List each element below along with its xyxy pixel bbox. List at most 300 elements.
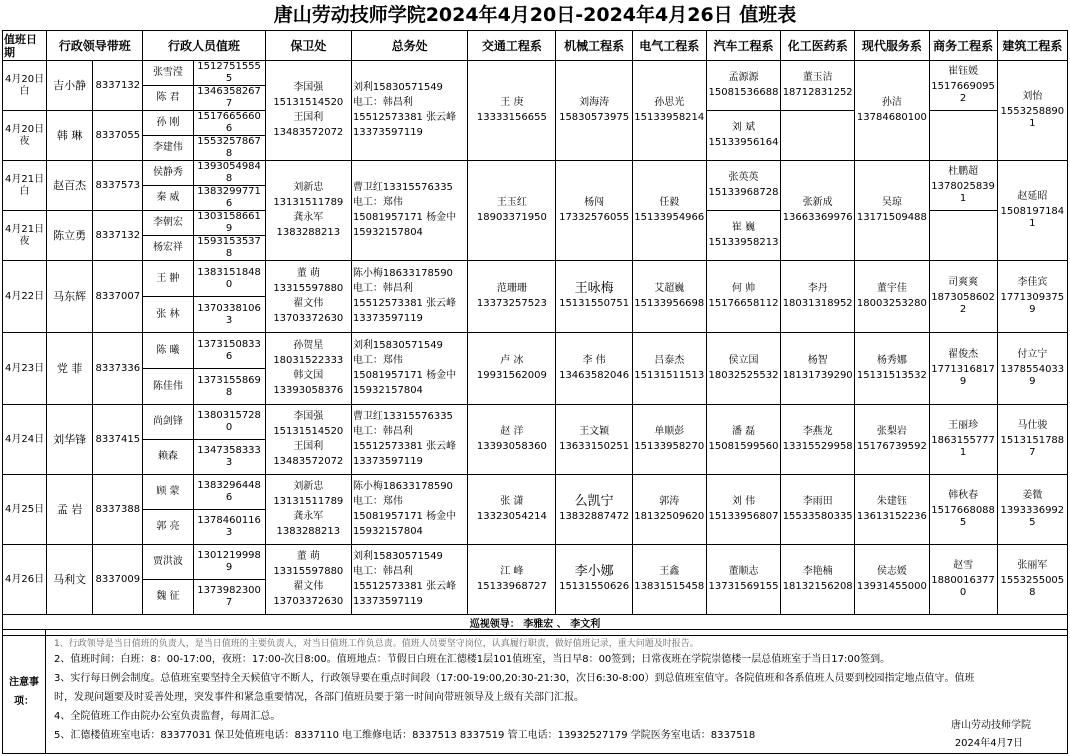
note-item: 2、值班时间：白班：8：00-17:00，夜班：17:00-次日8:00。值班地点：节假日白班在汇德楼1层101值班室，当日早8：00签到；日常夜班在学院崇德楼一层总值班室于当日17:00签到。	[54, 654, 891, 665]
security-phone: 13131511789	[273, 496, 344, 507]
staff-phone: 13703381063	[193, 297, 265, 333]
chem-cell	[781, 545, 855, 615]
staff-name: 侯静秀	[143, 161, 193, 186]
dept-staff-name: 张丽军	[1017, 560, 1048, 571]
security-phone: 1383288213	[276, 227, 341, 238]
general-cell	[351, 545, 467, 615]
security-phone: 13315597880	[273, 566, 344, 577]
staff-phone: 13739823007	[193, 580, 265, 615]
business-cell	[929, 61, 997, 111]
dept-staff-name: 王丽珍	[948, 420, 979, 431]
mech-cell	[556, 61, 632, 161]
dept-staff-phone: 15532550058	[1000, 575, 1065, 598]
security-phone: 13703372630	[273, 596, 344, 607]
leader-phone: 8337336	[93, 333, 143, 405]
dept-staff-phone: 15133958214	[634, 112, 705, 123]
dept-staff-name: 侯立国	[728, 355, 759, 366]
staff-phone: 13731558698	[193, 369, 265, 405]
staff-name: 秦 威	[143, 186, 193, 211]
general-cell	[351, 333, 467, 405]
general-line: 13373597119	[352, 127, 423, 138]
general-line: 15081957171 杨金中	[352, 511, 457, 522]
dept-staff-name: 崔 巍	[731, 222, 756, 233]
dept-staff-phone: 13613152236	[856, 511, 927, 522]
transport-cell	[468, 61, 556, 161]
security-name: 翟文伟	[293, 581, 324, 592]
signature: 唐山劳动技师学院	[951, 720, 1031, 731]
dept-staff-phone: 18132156208	[782, 581, 853, 592]
auto-cell	[706, 333, 780, 405]
staff-name: 王 翀	[143, 261, 193, 297]
staff-phone: 15532578678	[193, 136, 265, 161]
duty-date: 4月24日	[3, 405, 47, 475]
dept-staff-phone: 15133956164	[708, 137, 779, 148]
duty-date: 4月21日白	[3, 161, 47, 211]
staff-name: 杨宏祥	[143, 236, 193, 261]
staff-name: 顾 蒙	[143, 475, 193, 510]
dept-staff-phone: 13171509488	[856, 212, 927, 223]
dept-staff-name: 李小娜	[574, 564, 614, 579]
general-line: 电工：韩昌利	[352, 566, 413, 577]
note-item: 3、实行每日例会制度。总值班室要坚持全天候值守不断人，行政领导要在重点时间段（17:00-19:00,20:30-21:30，次日6:30-8:00）到总值班室值守。各院值班和各系值班人员要到校园指定地点值守。值班	[54, 673, 975, 684]
security-phone: 15131514520	[273, 426, 344, 437]
notes-table	[2, 629, 1068, 754]
leader-name: 刘华锋	[47, 405, 93, 475]
leader-phone: 8337132	[93, 61, 143, 111]
header-general: 总务处	[351, 31, 467, 61]
dept-staff-phone: 15532588901	[1000, 106, 1065, 129]
construction-cell	[997, 261, 1067, 333]
chem-cell	[781, 261, 855, 333]
dept-staff-phone: 13731569155	[708, 581, 779, 592]
general-cell	[351, 61, 467, 161]
dept-staff-name: 刘 伟	[731, 496, 756, 507]
staff-name: 张雪滢	[143, 61, 193, 86]
page-title: 唐山劳动技师学院2024年4月20日-2024年4月26日 值班表	[273, 4, 797, 26]
security-name: 孙贺星	[293, 340, 324, 351]
security-name: 李国强	[293, 411, 324, 422]
staff-phone: 13831518480	[193, 261, 265, 297]
auto-cell	[706, 405, 780, 475]
elec-cell	[632, 61, 706, 161]
transport-cell	[468, 545, 556, 615]
dept-staff-phone: 13780258391	[931, 181, 995, 204]
chem-cell	[781, 111, 855, 161]
auto-cell	[706, 61, 780, 111]
general-line: 13373597119	[352, 313, 423, 324]
dept-staff-name: 侯志媛	[876, 566, 907, 577]
dept-staff-name: 杜鹏超	[948, 166, 979, 177]
dept-staff-name: 孙洁	[881, 97, 902, 108]
dept-staff-name: 杨闯	[584, 197, 605, 208]
staff-name: 陈 君	[143, 86, 193, 111]
dept-staff-name: 张英英	[728, 172, 759, 183]
duty-date: 4月20日夜	[3, 111, 47, 161]
leader-name: 党 菲	[47, 333, 93, 405]
staff-phone: 13832997716	[193, 186, 265, 211]
duty-date: 4月26日	[3, 545, 47, 615]
mech-cell	[556, 161, 632, 261]
security-phone: 15131514520	[273, 97, 344, 108]
dept-staff-name: 赵 洋	[500, 426, 524, 437]
elec-cell	[632, 333, 706, 405]
general-line: 15932157804	[352, 385, 423, 396]
dept-staff-phone: 18132509620	[634, 511, 705, 522]
staff-phone: 13463582677	[193, 86, 265, 111]
dept-staff-name: 吴琼	[881, 197, 902, 208]
dept-staff-name: 艾超巍	[654, 283, 685, 294]
header-security: 保卫处	[265, 31, 351, 61]
dept-staff-phone: 18712831252	[782, 87, 853, 98]
staff-phone: 15931535378	[193, 236, 265, 261]
dept-staff-phone: 15133958213	[708, 237, 779, 248]
dept-staff-name: 李佳宾	[1017, 277, 1048, 288]
leader-phone: 8337132	[93, 211, 143, 261]
general-line: 15081957171 杨金中	[352, 212, 457, 223]
staff-phone: 13012199989	[193, 545, 265, 580]
dept-staff-name: 孙思光	[654, 97, 685, 108]
dept-staff-phone: 17332576055	[559, 212, 630, 223]
dept-staff-phone: 15133958270	[634, 441, 705, 452]
dept-staff-phone: 19931562009	[476, 370, 547, 381]
staff-name: 魏 征	[143, 580, 193, 615]
dept-staff-phone: 13663369976	[782, 212, 853, 223]
general-line: 曹卫红13315576335	[352, 182, 453, 193]
header-chem: 化工医药系	[781, 31, 855, 61]
dept-staff-phone: 18730586022	[931, 292, 995, 315]
dept-staff-phone: 15176739592	[856, 441, 927, 452]
security-cell	[265, 475, 351, 545]
security-phone: 13483572072	[273, 456, 344, 467]
note-item: 时，发现问题要及时妥善处理，突发事件和紧急重要情况，各部门值班员要于第一时间向带班领导及上级有关部门汇报。	[54, 692, 584, 703]
staff-phone: 13031586619	[193, 211, 265, 236]
general-cell	[351, 261, 467, 333]
general-line: 曹卫红13315576335	[352, 411, 453, 422]
security-phone: 13483572072	[273, 127, 344, 138]
leader-name: 赵百杰	[47, 161, 93, 211]
duty-date: 4月21日夜	[3, 211, 47, 261]
dept-staff-name: 杨秀娜	[876, 355, 907, 366]
business-cell	[929, 475, 997, 545]
dept-staff-name: 刘 斌	[731, 122, 756, 133]
dept-staff-phone: 15081599560	[708, 441, 779, 452]
leader-phone: 8337009	[93, 545, 143, 615]
mech-cell	[556, 405, 632, 475]
staff-phone: 15127515555	[193, 61, 265, 86]
dept-staff-phone: 18031318952	[782, 298, 853, 309]
header-mech: 机械工程系	[556, 31, 632, 61]
header-construction: 建筑工程系	[997, 31, 1067, 61]
auto-cell	[706, 545, 780, 615]
general-line: 13373597119	[352, 596, 423, 607]
dept-staff-name: 马仕骏	[1017, 420, 1048, 431]
dept-staff-name: 李雨田	[802, 496, 833, 507]
security-cell	[265, 405, 351, 475]
staff-name: 尚剑锋	[143, 405, 193, 440]
dept-staff-name: 范珊珊	[496, 283, 527, 294]
roster-table	[2, 30, 1068, 636]
business-cell	[929, 111, 997, 161]
staff-phone: 13930549848	[193, 161, 265, 186]
table-row	[3, 545, 1068, 580]
dept-staff-phone: 15176658112	[708, 298, 779, 309]
general-line: 电工：韩昌利	[352, 97, 413, 108]
general-line: 电工：郑伟	[352, 496, 403, 507]
dept-staff-name: 张新成	[802, 197, 833, 208]
leader-phone: 8337007	[93, 261, 143, 333]
security-phone: 13315597880	[273, 283, 344, 294]
security-name: 刘新忠	[293, 481, 324, 492]
auto-cell	[706, 261, 780, 333]
general-line: 15512573381 张云峰	[352, 298, 457, 309]
header-staff: 行政人员值班	[143, 31, 265, 61]
dept-staff-phone: 13785540339	[1000, 364, 1065, 387]
general-line: 陈小梅18633178590	[352, 268, 453, 279]
dept-staff-name: 吕泰杰	[654, 355, 685, 366]
leader-phone: 8337573	[93, 161, 143, 211]
chem-cell	[781, 61, 855, 111]
staff-name: 李建伟	[143, 136, 193, 161]
dept-staff-phone: 13315529958	[782, 441, 853, 452]
security-phone: 18031522333	[273, 355, 344, 366]
note-item: 1、行政领导是当日值班的负责人，是当日值班的主要负责人，对当日值班工作负总责。值班人员要坚守岗位，认真履行职责，做好值班记录，重大问题及时报告。	[54, 639, 699, 649]
table-row	[3, 333, 1068, 369]
leader-phone: 8337055	[93, 111, 143, 161]
mech-cell	[556, 261, 632, 333]
mech-cell	[556, 475, 632, 545]
elec-cell	[632, 475, 706, 545]
construction-cell	[997, 405, 1067, 475]
table-row	[3, 405, 1068, 440]
general-line: 电工：韩昌利	[352, 426, 413, 437]
general-line: 刘利15830571549	[352, 82, 443, 93]
mech-cell	[556, 333, 632, 405]
dept-staff-phone: 13463582046	[559, 370, 630, 381]
header-business: 商务工程系	[929, 31, 997, 61]
transport-cell	[468, 475, 556, 545]
dept-staff-name: 张梨岩	[876, 426, 907, 437]
business-cell	[929, 261, 997, 333]
dept-staff-name: 何 帅	[731, 283, 756, 294]
patrol-leaders: 巡视领导： 李雅宏 、 李文利	[3, 615, 1068, 636]
dept-staff-phone: 15131550751	[559, 298, 630, 309]
dept-staff-phone: 15176680885	[931, 505, 995, 528]
staff-phone: 15176656606	[193, 111, 265, 136]
security-name: 王国利	[293, 112, 324, 123]
header-row	[3, 31, 1068, 61]
general-cell	[351, 405, 467, 475]
duty-date: 4月23日	[3, 333, 47, 405]
leader-name: 马东辉	[47, 261, 93, 333]
dept-staff-name: 单顺彭	[654, 426, 685, 437]
security-cell	[265, 261, 351, 333]
chem-cell	[781, 333, 855, 405]
leader-name: 孟 岩	[47, 475, 93, 545]
dept-staff-name: 司爽爽	[948, 277, 979, 288]
construction-cell	[997, 61, 1067, 161]
dept-staff-name: 江 峰	[500, 566, 524, 577]
dept-staff-name: 张 潇	[500, 496, 524, 507]
staff-name: 孙 刚	[143, 111, 193, 136]
leader-name: 韩 琳	[47, 111, 93, 161]
leader-name: 马利文	[47, 545, 93, 615]
dept-staff-phone: 18903371950	[476, 212, 547, 223]
dept-staff-phone: 13633150251	[559, 441, 630, 452]
security-name: 董 萌	[296, 551, 320, 562]
security-name: 龚永军	[293, 212, 324, 223]
dept-staff-phone: 17713168179	[931, 364, 995, 387]
dept-staff-name: 李艳楠	[802, 566, 833, 577]
dept-staff-name: 李燕龙	[802, 426, 833, 437]
transport-cell	[468, 333, 556, 405]
dept-staff-phone: 13784680100	[856, 112, 927, 123]
general-line: 电工：郑伟	[352, 355, 403, 366]
security-cell	[265, 333, 351, 405]
dept-staff-phone: 18032525532	[708, 370, 779, 381]
general-cell	[351, 161, 467, 261]
dept-staff-name: 卢 冰	[500, 355, 524, 366]
general-line: 刘利15830571549	[352, 340, 443, 351]
security-phone: 13703372630	[273, 313, 344, 324]
dept-staff-phone: 13933369925	[1000, 505, 1065, 528]
modern-cell	[855, 405, 929, 475]
dept-staff-phone: 13333156655	[476, 112, 547, 123]
general-line: 15932157804	[352, 526, 423, 537]
staff-name: 张 林	[143, 297, 193, 333]
general-line: 15081957171 杨金中	[352, 370, 457, 381]
dept-staff-phone: 13931455000	[856, 581, 927, 592]
dept-staff-name: 付立宁	[1017, 349, 1048, 360]
security-name: 刘新忠	[293, 182, 324, 193]
dept-staff-name: 翟俊杰	[948, 349, 979, 360]
dept-staff-name: 王玉红	[496, 197, 527, 208]
staff-name: 郭 亮	[143, 510, 193, 545]
dept-staff-name: 赵雪	[953, 560, 974, 571]
staff-phone: 13832964486	[193, 475, 265, 510]
dept-staff-phone: 18631557771	[931, 435, 995, 458]
dept-staff-phone: 15133954966	[634, 212, 705, 223]
construction-cell	[997, 475, 1067, 545]
dept-staff-phone: 13831515458	[634, 581, 705, 592]
dept-staff-phone: 15081971841	[1000, 206, 1065, 229]
dept-staff-name: 刘怡	[1022, 91, 1043, 102]
elec-cell	[632, 161, 706, 261]
staff-name: 李朝宏	[143, 211, 193, 236]
general-line: 电工：郑伟	[352, 197, 403, 208]
auto-cell	[706, 475, 780, 545]
staff-phone: 13784601163	[193, 510, 265, 545]
dept-staff-phone: 17713093759	[1000, 292, 1065, 315]
security-name: 董 萌	[296, 268, 320, 279]
dept-staff-name: 董顺志	[728, 566, 759, 577]
dept-staff-name: 李 伟	[582, 355, 606, 366]
business-cell	[929, 161, 997, 211]
dept-staff-phone: 15533580335	[782, 511, 853, 522]
note-item: 5、汇德楼值班室电话：83377031 保卫处值班电话：8337110 电工维修电话：8337513 8337519 管工电话：13932527179 学院医务室电话：8337518	[54, 730, 756, 741]
header-date: 值班日期	[3, 31, 47, 61]
dept-staff-phone: 15131550626	[559, 581, 630, 592]
dept-staff-name: 王咏梅	[574, 281, 614, 296]
dept-staff-name: 潘 磊	[731, 426, 756, 437]
note-item: 4、全院值班工作由院办公室负责监督，每周汇总。	[54, 711, 281, 722]
general-line: 13373597119	[352, 456, 423, 467]
duty-date: 4月25日	[3, 475, 47, 545]
dept-staff-name: 王鑫	[659, 566, 680, 577]
security-cell	[265, 161, 351, 261]
staff-name: 陈 曦	[143, 333, 193, 369]
security-name: 李国强	[293, 82, 324, 93]
security-phone: 1383288213	[276, 526, 341, 537]
elec-cell	[632, 261, 706, 333]
security-name: 翟文伟	[293, 298, 324, 309]
modern-cell	[855, 61, 929, 161]
dept-staff-name: 李丹	[807, 283, 828, 294]
table-row	[3, 475, 1068, 510]
business-cell	[929, 333, 997, 405]
dept-staff-name: 么凯宁	[574, 494, 614, 509]
auto-cell	[706, 111, 780, 161]
staff-name: 赖森	[143, 440, 193, 475]
business-cell	[929, 211, 997, 261]
construction-cell	[997, 161, 1067, 261]
dept-staff-phone: 15081536688	[708, 87, 779, 98]
modern-cell	[855, 475, 929, 545]
dept-staff-phone: 13323054214	[476, 511, 547, 522]
security-name: 王国利	[293, 441, 324, 452]
dept-staff-name: 任毅	[659, 197, 680, 208]
general-cell	[351, 475, 467, 545]
dept-staff-phone: 15133968727	[476, 581, 547, 592]
security-cell	[265, 61, 351, 161]
notes-body	[46, 630, 1068, 754]
leader-name: 吉小静	[47, 61, 93, 111]
header-modern: 现代服务系	[855, 31, 929, 61]
dept-staff-phone: 15131511513	[634, 370, 705, 381]
table-row	[3, 61, 1068, 86]
duty-date: 4月22日	[3, 261, 47, 333]
general-line: 15932157804	[352, 227, 423, 238]
dept-staff-name: 董玉洁	[802, 72, 833, 83]
leader-name: 陈立勇	[47, 211, 93, 261]
header-elec: 电气工程系	[632, 31, 706, 61]
general-line: 刘利15830571549	[352, 551, 443, 562]
staff-name: 陈佳伟	[143, 369, 193, 405]
general-line: 电工：韩昌利	[352, 283, 413, 294]
header-leader: 行政领导带班	[47, 31, 143, 61]
auto-cell	[706, 211, 780, 261]
dept-staff-name: 刘海涛	[579, 97, 610, 108]
dept-staff-name: 杨智	[807, 355, 828, 366]
dept-staff-name: 郭涛	[659, 496, 680, 507]
dept-staff-phone: 15176690952	[931, 81, 995, 104]
business-cell	[929, 545, 997, 615]
construction-cell	[997, 333, 1067, 405]
staff-phone: 13731508336	[193, 333, 265, 369]
elec-cell	[632, 545, 706, 615]
chem-cell	[781, 475, 855, 545]
dept-staff-phone: 18800163770	[931, 575, 995, 598]
notes-header: 注意事项：	[3, 630, 46, 754]
security-phone: 13131511789	[273, 197, 344, 208]
table-row	[3, 261, 1068, 297]
dept-staff-name: 崔钰媛	[948, 66, 979, 77]
mech-cell	[556, 545, 632, 615]
elec-cell	[632, 405, 706, 475]
security-name: 韩文国	[293, 370, 324, 381]
staff-phone: 13803157280	[193, 405, 265, 440]
dept-staff-name: 朱建钰	[876, 496, 907, 507]
security-name: 龚永军	[293, 511, 324, 522]
